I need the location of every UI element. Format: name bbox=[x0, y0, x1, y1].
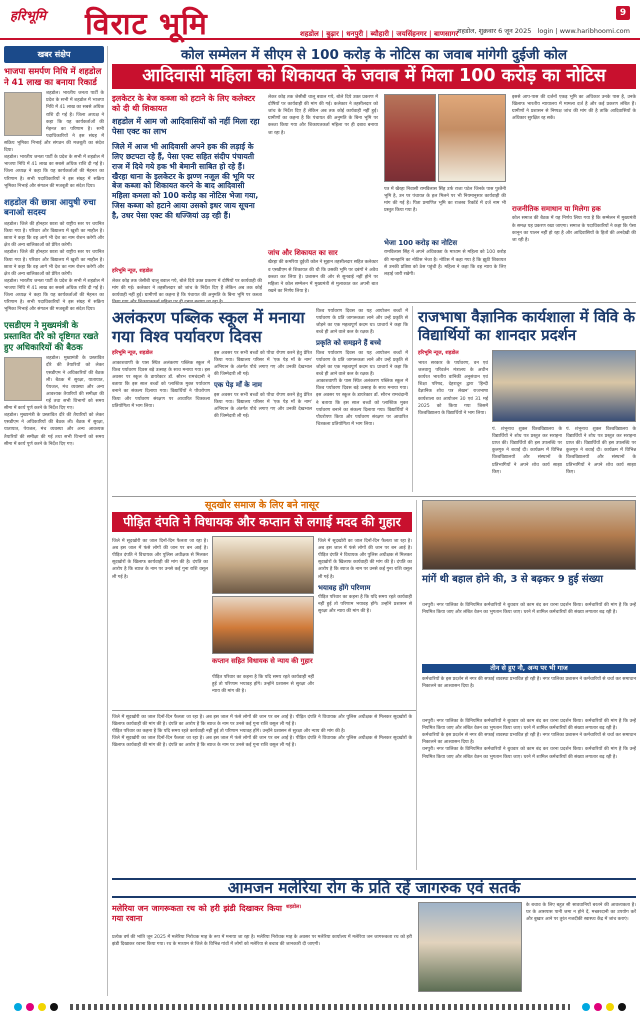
story1-col4b: कोल समाज की बैठक में यह निर्णय लिया गया है कि सम्मेलन में मुख्यमंत्री के समक्ष यह प्रकरण रखा जाएगा। समाज के पदाधिकारियों ने कहा कि पेसा कानून का पालन नहीं हो रहा है और आदिवासियों के हितों की अनदेखी की जा रही है। bbox=[512, 216, 636, 243]
story2-headline: अलंकरण पब्लिक स्कूल में मनाया गया विश्व पर्यावरण दिवस bbox=[112, 308, 305, 347]
story6-body2: के बचाव के लिए बहुत सी सावधानियों बरतने की आवश्यकता है। घर के आसपास पानी जमा न होने दें, मच्छरदानी का उपयोग करें और बुखार आने पर तुरंत नजदीकी स्वास्थ्य केंद्र में जांच कराएं। bbox=[526, 903, 636, 923]
main-content bbox=[112, 46, 636, 996]
print-footer bbox=[0, 1000, 640, 1015]
story1-subhead-1: इलकेटर के बेज कब्जा को हटाने के लिए कलेक्टर को दी थी शिकायत bbox=[112, 94, 256, 113]
story4-col3b: पीड़ित परिवार का कहना है कि यदि समय रहते कार्यवाही नहीं हुई तो परिणाम भयावह होंगे। उन्होंने प्रशासन से सुरक्षा और न्याय की मांग की है। bbox=[318, 595, 412, 615]
story4-continued-text: जिले में सूदखोरी का जाल दिनों-दिन फैलता जा रहा है। अब इस जाल में फंसे लोगों की जान पर बन आई है। पीड़ित दंपति ने विधायक और पुलिस अधीक्षक से मिलकर सूदखोरों के खिलाफ कार्यवाही की मांग की है। दंपति का आरोप है कि ब्याज के नाम पर उनसे कई गुना राशि वसूल ली गई है। bbox=[112, 715, 412, 728]
story2-col2b: इस अवसर पर सभी बच्चों को पौधा रोपण करने हेतु प्रेरित किया गया। विद्यालय परिसर में 'एक पेड़ माँ के नाम' अभियान के अंतर्गत पौधे लगाए गए और उनकी देखभाल की जिम्मेदारी ली गई। bbox=[214, 392, 312, 420]
story3-col2: पं. शंभूनाथ शुक्ल विश्वविद्यालय के विद्यार्थियों ने शोध पत्र प्रस्तुत कर सराहना प्राप्त की। विद्यार्थियों की इस उपलब्धि पर कुलगुरु ने बधाई दी। कार्यक्रम में विभिन्न विश्वविद्यालयों और संस्थानों के प्रतिभागियों ने अपने शोध कार्य साझा किए। bbox=[492, 427, 562, 475]
story4-kicker: सूदखोर समाज के लिए बने नासूर bbox=[205, 500, 319, 511]
story1-col3-subhead: भेजा 100 करोड़ का नोटिस bbox=[384, 239, 458, 247]
story3-col3: पं. शंभूनाथ शुक्ल विश्वविद्यालय के विद्यार्थियों ने शोध पत्र प्रस्तुत कर सराहना प्राप्त की। विद्यार्थियों की इस उपलब्धि पर कुलगुरु ने बधाई दी। कार्यक्रम में विभिन्न विश्वविद्यालयों और संस्थानों के प्रतिभागियों ने अपने शोध कार्य साझा किए। bbox=[566, 427, 636, 475]
story1-col4b-wrap bbox=[512, 202, 636, 298]
date-text: शहडोल, शुक्रवार 6 जून 2025 bbox=[457, 27, 532, 35]
brief-headline: एसडीएम ने मुख्यमंत्री के प्रस्तावित दौरे को दृष्टिगत रखते हुए अधिकारियों की बैठक bbox=[4, 321, 99, 353]
story1-col2-subhead: जांच और शिकायत का सार bbox=[268, 249, 338, 257]
story1-kicker: कोल सम्मेलन में सीएम से 100 करोड़ के नोटिस का जवाब मांगेगी दुईजी कोल bbox=[180, 47, 568, 63]
story2-col3c: आकाशवाणी के पास स्थित अलंकरण पब्लिक स्कूल में विश्व पर्यावरण दिवस बड़े उत्साह के साथ मनाया गया। इस अवसर पर स्कूल के डायरेक्टर डॉ. सौरभ रामचंदानी ने बताया कि इस साल बच्चों को प्लास्टिक मुक्त पर्यावरण बनाने का संकल्प दिलाया गया। विद्यार्थियों ने पौधरोपण किया और पर्यावरण संरक्षण पर आधारित चित्रकला प्रतियोगिता में भाग लिया। bbox=[316, 379, 408, 427]
story3-headline: राजभाषा वैज्ञानिक कार्यशाला में विवि के विद्यार्थियों का शानदार प्रदर्शन bbox=[418, 308, 636, 344]
story4-col3: जिले में सूदखोरी का जाल दिनों-दिन फैलता जा रहा है। अब इस जाल में फंसे लोगों की जान पर बन आई है। पीड़ित दंपति ने विधायक और पुलिस अधीक्षक से मिलकर सूदखोरों के खिलाफ कार्यवाही की मांग की है। दंपति का आरोप है कि ब्याज के नाम पर उनसे कई गुना राशि वसूल ली गई है। bbox=[318, 539, 412, 580]
cyan-registration-mark bbox=[582, 1003, 590, 1011]
news-briefs-sidebar bbox=[4, 46, 108, 996]
story4-photo-2 bbox=[212, 596, 314, 654]
brief-body-continued: शहडोल। भारतीय जनता पार्टी के प्रदेश के सभी में शहडोल में भाजपा निधि में 41 लाख का सबसे अधिक राशि दी गई है। जिला अध्यक्ष ने कहा कि यह कार्यकर्ताओं की मेहनत का परिणाम है। सभी पदाधिकारियों ने इस संग्रह में सक्रिय भूमिका निभाई और संगठन की मजबूती का संदेश दिया। bbox=[4, 155, 104, 189]
story5-continued-text-2: कर्मचारियों के इस प्रदर्शन से नगर की सफाई व्यवस्था प्रभावित हो रही है। नगर पालिका प्रशासन ने कर्मचारियों से चर्चा कर समाधान निकालने का आश्वासन दिया है। bbox=[422, 733, 636, 746]
story2-subhead-2: प्रकृति को समझने हैं बच्चे bbox=[316, 339, 381, 348]
masthead bbox=[0, 0, 640, 40]
brief-headline: भाजपा समर्पण निधि में शहडोल ने 41 लाख का बनाया रिकार्ड bbox=[4, 67, 102, 88]
story2-col1: आकाशवाणी के पास स्थित अलंकरण पब्लिक स्कूल में विश्व पर्यावरण दिवस बड़े उत्साह के साथ मनाया गया। इस अवसर पर स्कूल के डायरेक्टर डॉ. सौरभ रामचंदानी ने बताया कि इस साल बच्चों को प्लास्टिक मुक्त पर्यावरण बनाने का संकल्प दिलाया गया। विद्यार्थियों ने पौधरोपण किया और पर्यावरण संरक्षण पर आधारित चित्रकला प्रतियोगिता में भाग लिया। bbox=[112, 361, 210, 409]
print-pattern bbox=[70, 1004, 570, 1010]
story6-headline: आमजन मलेरिया रोग के प्रति रहें जागरुक एवं सतर्क bbox=[112, 878, 636, 898]
story3-byline-wrap bbox=[418, 350, 488, 360]
story5-band: तीन से हुए नौ, अन्य पर भी गाज bbox=[422, 664, 636, 673]
dateline bbox=[457, 26, 630, 35]
story2-col3-wrap bbox=[316, 308, 408, 490]
divider bbox=[416, 500, 417, 870]
story1-photo-man bbox=[438, 94, 506, 182]
sidebar-badge: खबर संक्षेप bbox=[4, 46, 104, 63]
story3-col1: भारत सरकार के पर्यावरण, वन एवं जलवायु परिवर्तन मंत्रालय के अधीन कार्यरत भारतीय वानिकी अनुसंधान एवं शिक्षा परिषद, देहरादून द्वारा 'हिन्दी वैज्ञानिक शोध पत्र लेखन' राजभाषा कार्यशाला का आयोजन 30 एवं 31 मई 2025 को किया गया जिसमें विश्वविद्यालय के विद्यार्थियों ने भाग लिया। bbox=[418, 361, 488, 416]
story1-subhead bbox=[112, 94, 262, 137]
brief-body: शहडोल। मुख्यमंत्री के प्रस्तावित दौरे की तैयारियों को लेकर एसडीएम ने अधिकारियों की बैठक ली। बैठक में सुरक्षा, यातायात, पेयजल, मंच व्यवस्था और अन्य आवश्यक तैयारियों की समीक्षा की गई तथा सभी विभागों को समय सीमा में कार्य पूर्ण करने के निर्देश दिए गए। bbox=[4, 356, 104, 412]
story1-col4: इससे आप-पास की दर्जनों एकड़ भूमि का अधिकार उनके पास है, उनके खिलाफ भारतीय न्यायालय में मामला दर्ज है और कई प्रकरण लंबित हैं। ग्रामीणों ने प्रशासन से निष्पक्ष जांच की मांग की है ताकि आदिवासियों के अधिकार सुरक्षित रह सकें। bbox=[512, 95, 636, 122]
story2-byline: हरिभूमि न्यूज, शहडोल bbox=[112, 350, 153, 356]
story5-continued-text: धनपुरी। नगर पालिका के विनियमित कर्मचारियों ने बुधवार को काम बंद कर धरना प्रदर्शन किया। कर्मचारियों की मांग है कि उन्हें नियमित किया जाए और लंबित वेतन का भुगतान किया जाए। धरने में शामिल कर्मचारियों की संख्या लगातार बढ़ रही है। bbox=[422, 719, 636, 732]
story1-photo-woman bbox=[384, 94, 436, 182]
story6-photo bbox=[418, 902, 522, 992]
story6-byline-wrap bbox=[286, 904, 326, 914]
story4-subhead: भयावह होंगे परिणाम bbox=[318, 583, 371, 592]
story1-col1: लेकर कोड़ तक जेसीबी चालू बवाल गये, बोले दिये उक्त प्रकरण में दोषियों पर कार्यवाही की मांग की गई। कलेक्टर ने तहसीलदार को जांच के निर्देश दिए हैं लेकिन अब तक कोई कार्यवाही नहीं हुई। ग्रामीणों का कहना है कि पंचायत की अनुमति के बिना भूमि पर कब्जा bbox=[112, 279, 262, 299]
magenta-registration-mark bbox=[594, 1003, 602, 1011]
divider bbox=[112, 710, 416, 711]
story1-headline: आदिवासी महिला को शिकायत के जवाब में मिला 100 करोड़ का नोटिस bbox=[112, 64, 636, 89]
story4-col2: पीड़ित परिवार का कहना है कि यदि समय रहते कार्यवाही नहीं हुई तो परिणाम भयावह होंगे। उन्होंने प्रशासन से सुरक्षा और न्याय की मांग की है। bbox=[212, 675, 314, 695]
website-link[interactable]: login | www.haribhoomi.com bbox=[537, 27, 630, 35]
story1-col3: पत्र में खैरहा निवासी रामविलास सिंह उर्फ राजा पटेल जिनके पास पुश्तैनी भूमि है, उन पर पंचायत के हल मिलने पर भी नियमानुसार कार्यवाही की मांग की गई है। पिता प्रमाणित भूमि का राजस्व रिकॉर्ड में दर्ज नाम भी प्रस्तुत किया गया है। bbox=[384, 187, 506, 214]
story4-photo-1 bbox=[212, 536, 314, 594]
magenta-registration-mark bbox=[26, 1003, 34, 1011]
story2-col2: इस अवसर पर सभी बच्चों को पौधा रोपण करने हेतु प्रेरित किया गया। विद्यालय परिसर में 'एक पेड़ माँ के नाम' अभियान के अंतर्गत पौधे लगाए गए और उनकी देखभाल की जिम्मेदारी ली गई। bbox=[214, 351, 312, 378]
black-registration-mark bbox=[618, 1003, 626, 1011]
story5-photo bbox=[422, 500, 636, 570]
yellow-registration-mark bbox=[38, 1003, 46, 1011]
yellow-registration-mark bbox=[606, 1003, 614, 1011]
story4-col3-wrap bbox=[318, 538, 412, 704]
story2-col3: विश्व पर्यावरण दिवस का यह आयोजन बच्चों में पर्यावरण के प्रति जागरूकता लाने और उन्हें प्रकृति से जोड़ने का एक महत्वपूर्ण कदम था। प्राचार्य ने कहा कि बच्चे ही आने वाले कल के रक्षक हैं। bbox=[316, 309, 408, 336]
story3-byline: हरिभूमि न्यूज, शहडोल bbox=[418, 350, 459, 356]
story4-photo-caption: कप्तान सहित विधायक से न्याय की गुहार bbox=[212, 657, 313, 665]
story5-continued bbox=[422, 718, 636, 874]
story1-col2b: खैरहा की कमरिया दुईजी कोल ने सुहान तहसीलदार सहित कलेक्टर व एसडीएम से शिकायत की थी कि उसकी भूमि पर दबंगों ने अवैध कब्जा कर लिया है। प्रशासन की ओर से सुनवाई नहीं होने पर महिला ने कोल सम्मेलन में मुख्यमंत्री से मुलाकात कर अपनी बात रखने का निर्णय लिया है। bbox=[268, 260, 378, 294]
page-title: विराट भूमि bbox=[85, 7, 208, 42]
story4-col1: जिले में सूदखोरी का जाल दिनों-दिन फैलता जा रहा है। अब इस जाल में फंसे लोगों की जान पर बन आई है। पीड़ित दंपति ने विधायक और पुलिस अधीक्षक से मिलकर सूदखोरों के खिलाफ कार्यवाही की मांग की है। दंपति का आरोप है कि ब्याज के नाम पर उनसे कई गुना राशि वसूल ली गई है। bbox=[112, 539, 208, 580]
story1-byline: हरिभूमि न्यूज, शहडोल bbox=[112, 268, 153, 274]
story4-continued-text-3: जिले में सूदखोरी का जाल दिनों-दिन फैलता जा रहा है। अब इस जाल में फंसे लोगों की जान पर बन आई है। पीड़ित दंपति ने विधायक और पुलिस अधीक्षक से मिलकर सूदखोरों के खिलाफ कार्यवाही की मांग की है। दंपति का आरोप है कि ब्याज के नाम पर उनसे कई गुना राशि वसूल ली गई है। bbox=[112, 736, 412, 749]
story1-col3b-wrap bbox=[384, 236, 506, 298]
black-registration-mark bbox=[50, 1003, 58, 1011]
city-list: शहडोल | बुढ़ार | धनपुरी | ब्यौहारी | जयसिंहनगर | बाणसागर bbox=[300, 30, 459, 38]
story5-continued-text-3: धनपुरी। नगर पालिका के विनियमित कर्मचारियों ने बुधवार को काम बंद कर धरना प्रदर्शन किया। कर्मचारियों की मांग है कि उन्हें नियमित किया जाए और लंबित वेतन का भुगतान किया जाए। धरने में शामिल कर्मचारियों की संख्या लगातार बढ़ रही है। bbox=[422, 747, 636, 760]
story1-subhead-2: शहडोल में आम जो आदिवासियों को नहीं मिला रहा पेसा एक्ट का लाभ bbox=[112, 117, 260, 136]
brand-logo: हरिभूमि bbox=[10, 9, 46, 24]
divider bbox=[112, 302, 636, 303]
story3-photo bbox=[492, 350, 636, 422]
story4-continued-text-2: पीड़ित परिवार का कहना है कि यदि समय रहते कार्यवाही नहीं हुई तो परिणाम भयावह होंगे। उन्होंने प्रशासन से सुरक्षा और न्याय की मांग की है। bbox=[112, 729, 346, 735]
story2-subhead-1: एक पेड़ माँ के नाम bbox=[214, 381, 262, 390]
story6-subhead: मलेरिया जन जागरूकता रथ को हरी झंडी दिखाकर किया गया रवाना bbox=[112, 904, 282, 924]
story6-body: प्रत्येक वर्ष की भांति जून 2025 में मलेरिया निरोधक माह के रूप में मनाया जा रहा है। मलेरिया निरोधक माह के अवसर पर मलेरिया कार्यालय में मलेरिया जन जागरूकता रथ को हरी झंडी दिखाकर रवाना किया गया। रथ के माध्यम से जिले के विभिन्न गांवों में लोगों को मलेरिया से बचाव की जानकारी दी जाएगी। bbox=[112, 935, 412, 948]
divider bbox=[112, 496, 636, 497]
story6-byline: शहडोल। bbox=[286, 904, 302, 910]
story1-col3b: रामविलास सिंह ने अपने अधिवक्ता के माध्यम से महिला को 100 करोड़ की मानहानि का नोटिस भेजा है। नोटिस में कहा गया है कि झूठी शिकायत से उनकी प्रतिष्ठा को ठेस पहुंची है। महिला ने कहा कि वह न्याय के लिए लड़ाई जारी रखेगी। bbox=[384, 250, 506, 277]
story4-continued bbox=[112, 714, 412, 874]
brief-body: शहडोल। भारतीय जनता पार्टी के प्रदेश के सभी में शहडोल में भाजपा निधि में 41 लाख का सबसे अधिक राशि दी गई है। जिला अध्यक्ष ने कहा कि यह कार्यकर्ताओं की मेहनत का परिणाम है। सभी पदाधिकारियों ने इस संग्रह में सक्रिय भूमिका निभाई और संगठन की मजबूती का संदेश दिया। bbox=[4, 91, 104, 154]
brief-body-continued: शहडोल। भारतीय जनता पार्टी के प्रदेश के सभी में शहडोल में भाजपा निधि में 41 लाख का सबसे अधिक राशि दी गई है। जिला अध्यक्ष ने कहा कि यह कार्यकर्ताओं की मेहनत का परिणाम है। सभी पदाधिकारियों ने इस संग्रह में सक्रिय भूमिका निभाई और संगठन की मजबूती का संदेश दिया। bbox=[4, 278, 104, 313]
brief-body: शहडोल। जिले की होनहार छात्रा को राष्ट्रीय स्तर पर चयनित किया गया है। परिवार और विद्यालय में खुशी का माहौल है। छात्रा ने कहा कि वह आगे भी देश का नाम रोशन करेगी और क्षेत्र की अन्य बालिकाओं को प्रेरित करेगी। bbox=[4, 222, 104, 249]
brief-headline: शहडोल की छात्रा आयुषी रुचा बनाओ सदस्य bbox=[4, 197, 96, 219]
story2-col3b: विश्व पर्यावरण दिवस का यह आयोजन बच्चों में पर्यावरण के प्रति जागरूकता लाने और उन्हें प्रकृति से जोड़ने का एक महत्वपूर्ण कदम था। प्राचार्य ने कहा कि बच्चे ही आने वाले कल के रक्षक हैं। bbox=[316, 350, 408, 378]
brief-photo bbox=[4, 92, 42, 136]
brief-body-continued: शहडोल। जिले की होनहार छात्रा को राष्ट्रीय स्तर पर चयनित किया गया है। परिवार और विद्यालय में खुशी का माहौल है। छात्रा ने कहा कि वह आगे भी देश का नाम रोशन करेगी और क्षेत्र की अन्य बालिकाओं को प्रेरित करेगी। bbox=[4, 250, 104, 277]
divider bbox=[412, 306, 413, 492]
cyan-registration-mark bbox=[14, 1003, 22, 1011]
story4-headline: पीड़ित दंपति ने विधायक और कप्तान से लगाई मदद की गुहार bbox=[112, 512, 412, 532]
story5-body2: कर्मचारियों के इस प्रदर्शन से नगर की सफाई व्यवस्था प्रभावित हो रही है। नगर पालिका प्रशासन ने कर्मचारियों से चर्चा कर समाधान निकालने का आश्वासन दिया है। bbox=[422, 677, 636, 690]
brief-photo bbox=[4, 357, 42, 401]
story2-col2-wrap bbox=[214, 350, 312, 490]
page-number: 9 bbox=[616, 6, 630, 20]
story1-col2b-wrap bbox=[268, 246, 378, 298]
story1-pull-quote: जिले में आज भी आदिवासी अपने हक की लड़ाई के लिए छटपटा रहे हैं, पेसा एक्ट सहित संदीप पंचायती राज में दिये गये हक भी बेमानी साबित हो रहे हैं। खैरहा थाना के इलकेटर के झण्ण नजूल की भूमि पर बेज कब्जा को शिकायत करने के बाद आदिवासी महिला कमला को 100 करोड़ का नोटिस भेजा गया, जिस कब्जा को हटाने आया उसको इधर जाय सूचना है, उधर पेसा एक्ट की धज्जियां उड़ रही हैं। bbox=[112, 142, 259, 221]
story1-col2: लेकर कोड़ तक जेसीबी चालू बवाल गये, बोले दिये उक्त प्रकरण में दोषियों पर कार्यवाही की मांग की गई। कलेक्टर ने तहसीलदार को जांच के निर्देश दिए हैं लेकिन अब तक कोई कार्यवाही नहीं हुई। ग्रामीणों का कहना है कि पंचायत की अनुमति के बिना भूमि पर कब्जा किया गया और शिकायतकर्ता महिला पर ही दबाव बनाया जा रहा है। bbox=[268, 95, 378, 136]
story1-col4-subhead: राजनीतिक समाधान या मिलेगा हक bbox=[512, 205, 601, 213]
brief-body-continued: शहडोल। मुख्यमंत्री के प्रस्तावित दौरे की तैयारियों को लेकर एसडीएम ने अधिकारियों की बैठक ली। बैठक में सुरक्षा, यातायात, पेयजल, मंच व्यवस्था और अन्य आवश्यक तैयारियों की समीक्षा की गई तथा सभी विभागों को समय सीमा में कार्य पूर्ण करने के निर्देश दिए गए। bbox=[4, 413, 104, 447]
story5-body: धनपुरी। नगर पालिका के विनियमित कर्मचारियों ने बुधवार को काम बंद कर धरना प्रदर्शन किया। कर्मचारियों की मांग है कि उन्हें नियमित किया जाए और लंबित वेतन का भुगतान किया जाए। धरने में शामिल कर्मचारियों की संख्या लगातार बढ़ रही है। bbox=[422, 603, 636, 616]
story5-caption-headline: मांगें थी बहाल होने की, 3 से बढ़कर 9 हुई संख्या bbox=[422, 574, 603, 585]
story2-byline-wrap bbox=[112, 350, 210, 360]
